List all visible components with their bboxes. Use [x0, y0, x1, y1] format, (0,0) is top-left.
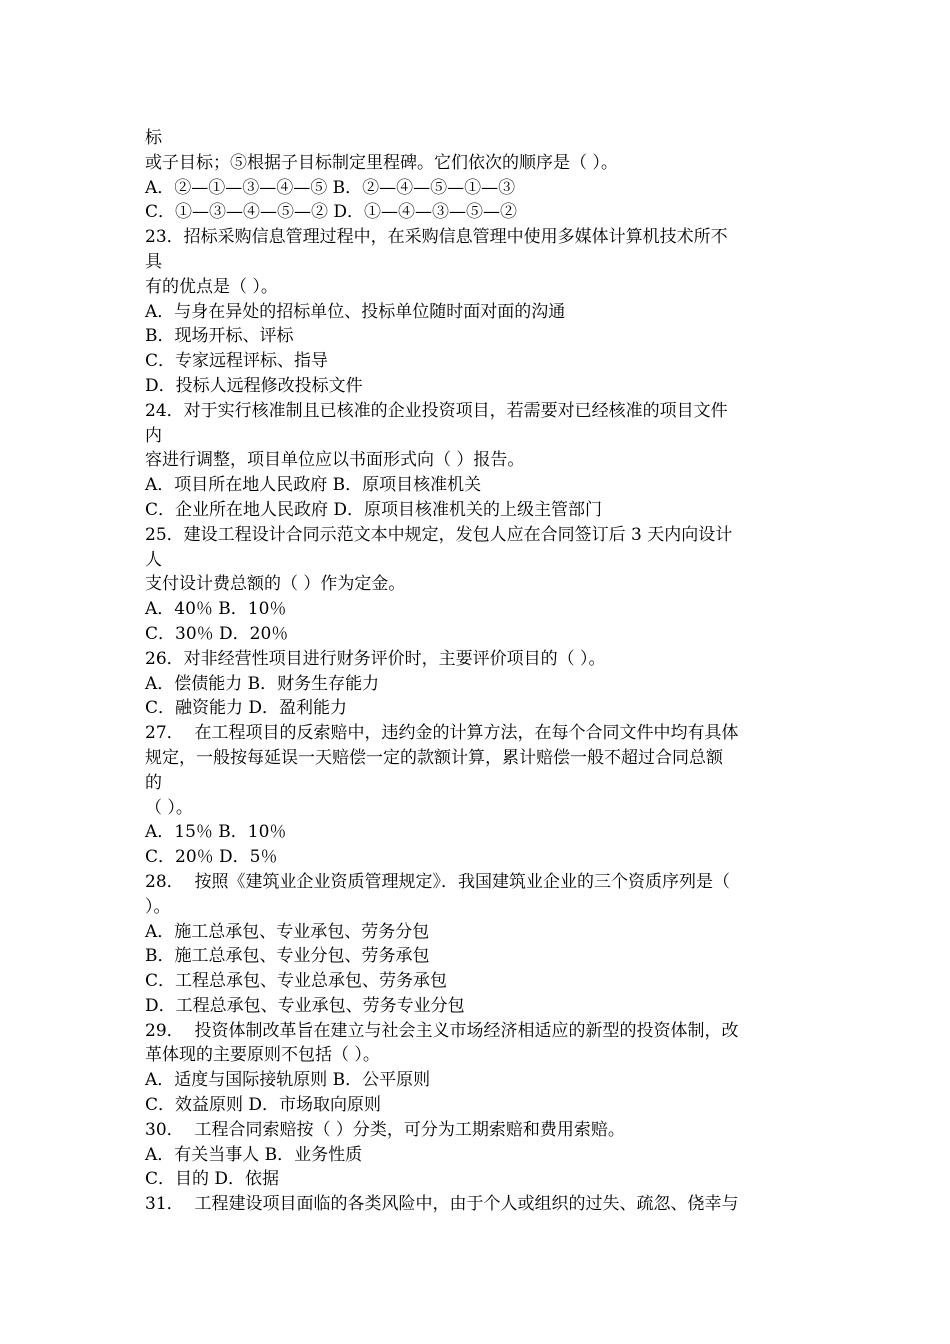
- text-line: 或子目标；⑤根据子目标制定里程碑。它们依次的顺序是（ ）。: [145, 152, 618, 173]
- text-line: A．40％ B．10％: [145, 599, 287, 620]
- text-line: 29． 投资体制改革旨在建立与社会主义市场经济相适应的新型的投资体制，改: [145, 1020, 739, 1041]
- text-line: A．项目所在地人民政府 B．原项目核准机关: [145, 475, 482, 496]
- text-line: C．融资能力 D．盈利能力: [145, 698, 348, 719]
- text-line: C．①—③—④—⑤—② D．①—④—③—⑤—②: [145, 202, 518, 223]
- text-line: C．目的 D．依据: [145, 1169, 280, 1190]
- text-line: 内: [145, 425, 162, 446]
- text-line: A．②—①—③—④—⑤ B．②—④—⑤—①—③: [145, 177, 516, 198]
- text-line: C．企业所在地人民政府 D．原项目核准机关的上级主管部门: [145, 499, 603, 520]
- text-line: A．适度与国际接轨原则 B．公平原则: [145, 1070, 431, 1091]
- text-line: B．现场开标、评标: [145, 326, 294, 347]
- text-line: A．施工总承包、专业承包、劳务分包: [145, 921, 430, 942]
- text-line: 的: [145, 772, 162, 793]
- text-line: C．工程总承包、专业总承包、劳务承包: [145, 971, 448, 992]
- text-line: A．15％ B．10％: [145, 822, 287, 843]
- text-line: A．偿债能力 B．财务生存能力: [145, 673, 380, 694]
- text-line: 标: [145, 128, 162, 148]
- text-line: D．工程总承包、专业承包、劳务专业分包: [145, 995, 465, 1016]
- text-line: 有的优点是（ ）。: [145, 276, 278, 297]
- text-line: 具: [145, 251, 162, 272]
- text-line: 31． 工程建设项目面临的各类风险中，由于个人或组织的过失、疏忽、侥幸与: [145, 1194, 739, 1215]
- text-line: B．施工总承包、专业分包、劳务承包: [145, 946, 430, 967]
- text-line: A．与身在异处的招标单位、投标单位随时面对面的沟通: [145, 301, 566, 322]
- text-line: 26．对非经营性项目进行财务评价时，主要评价项目的（ ）。: [145, 648, 606, 669]
- text-line: C．20％ D．5％: [145, 847, 278, 868]
- text-line: C．30％ D．20％: [145, 623, 289, 644]
- text-line: 24．对于实行核准制且已核准的企业投资项目，若需要对已经核准的项目文件: [145, 400, 728, 421]
- text-line: A．有关当事人 B．业务性质: [145, 1144, 363, 1165]
- text-line: 规定，一般按每延误一天赔偿一定的款额计算，累计赔偿一般不超过合同总额: [145, 747, 723, 768]
- text-line: （ ）。: [145, 797, 193, 818]
- text-line: 23．招标采购信息管理过程中，在采购信息管理中使用多媒体计算机技术所不: [145, 227, 728, 248]
- text-line: 支付设计费总额的（ ）作为定金。: [145, 574, 406, 595]
- text-line: 28． 按照《建筑业企业资质管理规定》．我国建筑业企业的三个资质序列是（: [145, 871, 730, 892]
- text-line: ）。: [145, 896, 171, 917]
- text-line: C．效益原则 D．市场取向原则: [145, 1095, 382, 1116]
- text-line: 革体现的主要原则不包括（ ）。: [145, 1045, 380, 1066]
- text-line: 人: [145, 549, 162, 570]
- text-line: 30． 工程合同索赔按（ ）分类，可分为工期索赔和费用索赔。: [145, 1119, 625, 1140]
- text-line: 25．建设工程设计合同示范文本中规定，发包人应在合同签订后 3 天内向设计: [145, 524, 733, 545]
- text-line: 容进行调整，项目单位应以书面形式向（ ）报告。: [145, 450, 525, 471]
- text-line: 27． 在工程项目的反索赔中，违约金的计算方法，在每个合同文件中均有具体: [145, 723, 739, 744]
- document-body: [145, 126, 825, 1217]
- text-line: D．投标人远程修改投标文件: [145, 375, 363, 396]
- text-line: C．专家远程评标、指导: [145, 351, 329, 372]
